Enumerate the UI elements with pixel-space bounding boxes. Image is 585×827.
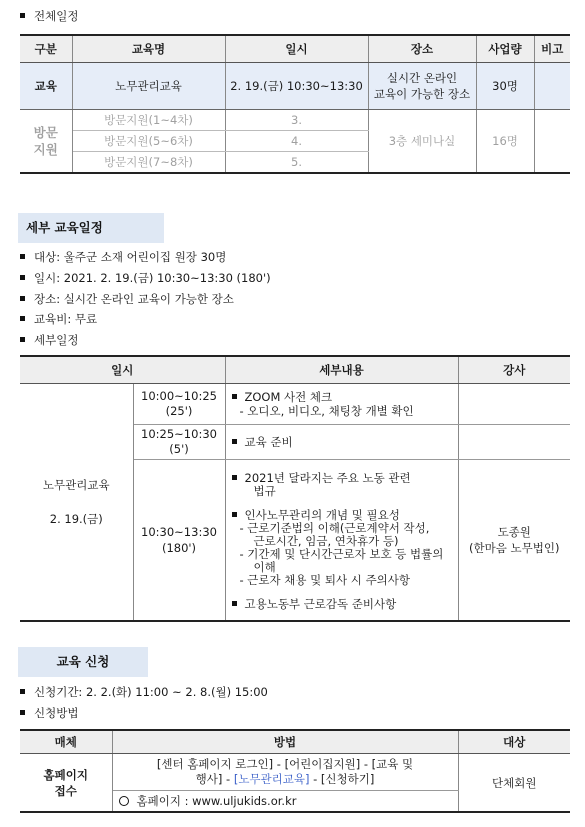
bullet-square-icon [20, 275, 25, 280]
bullet-square-icon [20, 254, 25, 259]
detail-bullet-text: 대상: 울주군 소재 어린이집 원장 30명 [34, 250, 227, 264]
header-target: 대상 [458, 730, 570, 754]
lecturer-empty [458, 384, 570, 425]
time-cell [133, 384, 225, 425]
header-datetime: 일시 [20, 356, 225, 384]
table-row [20, 110, 570, 131]
visit-category-line2: 지원 [33, 142, 58, 157]
apply-bullet [20, 705, 78, 721]
header-method: 방법 [112, 730, 458, 754]
visit-datetime: 5. [225, 152, 368, 174]
visit-category-line1: 방문 [33, 125, 58, 140]
content-item: 인사노무관리의 개념 및 필요성 [244, 507, 400, 522]
header-note: 비고 [534, 35, 570, 63]
header-category: 구분 [20, 35, 72, 63]
target-cell: 단체회원 [458, 754, 570, 813]
method-cell [112, 754, 458, 791]
visit-category [20, 110, 72, 174]
content-subitem-cont: 이해 [253, 559, 276, 574]
medium-cell [20, 754, 112, 813]
lecturer-empty [458, 425, 570, 460]
table-header-row [20, 730, 570, 754]
bullet-square-icon [232, 394, 237, 399]
overall-heading [20, 8, 78, 24]
homepage-link[interactable]: 홈페이지 : www.uljukids.or.kr [136, 794, 297, 808]
content-item: ZOOM 사전 체크 [244, 390, 333, 404]
time-range: 10:25~10:30 [141, 427, 217, 441]
apply-method-table [20, 729, 570, 813]
visit-name: 방문지원(1~4차) [72, 110, 225, 131]
overall-schedule-table [20, 34, 570, 174]
time-duration: (180') [161, 541, 197, 555]
detail-bullet [20, 249, 226, 265]
content-subitem: - 근로기준법의 이해(근로계약서 작성, [239, 520, 430, 535]
circle-bullet-icon [119, 796, 129, 806]
method-line1: [센터 홈페이지 로그인] - [어린이집지원] - [교육 및 [156, 757, 414, 771]
visit-amount: 16명 [476, 110, 534, 174]
apply-bullet [20, 684, 268, 700]
detail-section-title [18, 213, 164, 243]
session-date: 2. 19.(금) [49, 512, 103, 526]
visit-name: 방문지원(7~8차) [72, 152, 225, 174]
time-cell [133, 425, 225, 460]
content-subitem: - 기간제 및 단시간근로자 보호 등 법률의 [239, 546, 444, 561]
edu-place-line2: 교육이 가능한 장소 [373, 87, 471, 101]
overall-heading-text: 전체일정 [34, 9, 79, 23]
bullet-square-icon [20, 710, 25, 715]
detail-section-title-text: 세부 교육일정 [26, 220, 103, 235]
bullet-square-icon [232, 475, 237, 480]
method-line2-a: 행사] - [195, 772, 234, 786]
content-item: 고용노동부 근로감독 준비사항 [244, 596, 397, 611]
edu-name: 노무관리교육 [72, 63, 225, 110]
session-name: 노무관리교육 [42, 478, 110, 492]
bullet-square-icon [232, 439, 237, 444]
header-name: 교육명 [72, 35, 225, 63]
apply-bullet-text: 신청방법 [34, 706, 79, 720]
visit-datetime: 3. [225, 110, 368, 131]
content-cell [225, 384, 458, 425]
lecturer-org: (한마음 노무법인) [469, 541, 560, 555]
table-header-row [20, 356, 570, 384]
table-row [20, 754, 570, 791]
header-datetime: 일시 [225, 35, 368, 63]
table-row [20, 384, 570, 425]
detail-bullet [20, 311, 97, 327]
bullet-square-icon [232, 601, 237, 606]
edu-note [534, 63, 570, 110]
lecturer-name: 도종원 [497, 525, 531, 539]
bullet-square-icon [20, 296, 25, 301]
edu-datetime: 2. 19.(금) 10:30~13:30 [225, 63, 368, 110]
method-line2-c: - [신청하기] [309, 772, 375, 786]
bullet-square-icon [20, 337, 25, 342]
homepage-cell [112, 791, 458, 813]
edu-place [368, 63, 476, 110]
medium-line2: 접수 [54, 783, 77, 798]
content-item-cont: 법규 [253, 483, 276, 498]
table-header-row [20, 35, 570, 63]
content-item: 2021년 달라지는 주요 노동 관련 [244, 470, 411, 485]
time-range: 10:00~10:25 [141, 389, 217, 403]
detail-bullet [20, 291, 234, 307]
visit-note [534, 110, 570, 174]
bullet-square-icon [20, 13, 25, 18]
medium-line1: 홈페이지 [43, 767, 88, 782]
detail-bullet-text: 장소: 실시간 온라인 교육이 가능한 장소 [34, 292, 234, 306]
header-content: 세부내용 [225, 356, 458, 384]
apply-section-title [18, 647, 148, 677]
header-lecturer: 강사 [458, 356, 570, 384]
method-menu-link[interactable]: [노무관리교육] [233, 772, 310, 786]
time-duration: (25') [165, 404, 193, 418]
bullet-square-icon [20, 316, 25, 321]
detail-bullet [20, 332, 78, 348]
detail-bullet-text: 교육비: 무료 [34, 312, 98, 326]
visit-datetime: 4. [225, 131, 368, 152]
lecturer-cell [458, 460, 570, 622]
content-subitem-cont: 근로시간, 임금, 연차휴가 등) [253, 533, 399, 548]
apply-bullet-text: 신청기간: 2. 2.(화) 11:00 ~ 2. 8.(월) 15:00 [34, 685, 268, 699]
time-cell [133, 460, 225, 622]
content-item: 교육 준비 [244, 435, 293, 449]
detail-bullet-text: 세부일정 [34, 333, 79, 347]
header-medium: 매체 [20, 730, 112, 754]
detail-bullet [20, 270, 271, 286]
edu-place-line1: 실시간 온라인 [386, 71, 458, 85]
bullet-square-icon [20, 689, 25, 694]
content-cell [225, 425, 458, 460]
table-row [20, 63, 570, 110]
session-cell [20, 384, 133, 622]
time-range: 10:30~13:30 [141, 525, 217, 539]
visit-place: 3층 세미나실 [368, 110, 476, 174]
apply-section-title-text: 교육 신청 [56, 654, 110, 669]
content-subitem: - 오디오, 비디오, 채팅창 개별 확인 [239, 404, 414, 418]
method-line2 [113, 772, 458, 787]
header-amount: 사업량 [476, 35, 534, 63]
header-place: 장소 [368, 35, 476, 63]
visit-name: 방문지원(5~6차) [72, 131, 225, 152]
content-cell [225, 460, 458, 622]
content-subitem: - 근로자 채용 및 퇴사 시 주의사항 [239, 572, 410, 587]
edu-amount: 30명 [476, 63, 534, 110]
time-duration: (5') [169, 442, 189, 456]
edu-category: 교육 [20, 63, 72, 110]
detail-schedule-table [20, 355, 570, 622]
bullet-square-icon [232, 512, 237, 517]
detail-bullet-text: 일시: 2021. 2. 19.(금) 10:30~13:30 (180') [34, 271, 271, 285]
